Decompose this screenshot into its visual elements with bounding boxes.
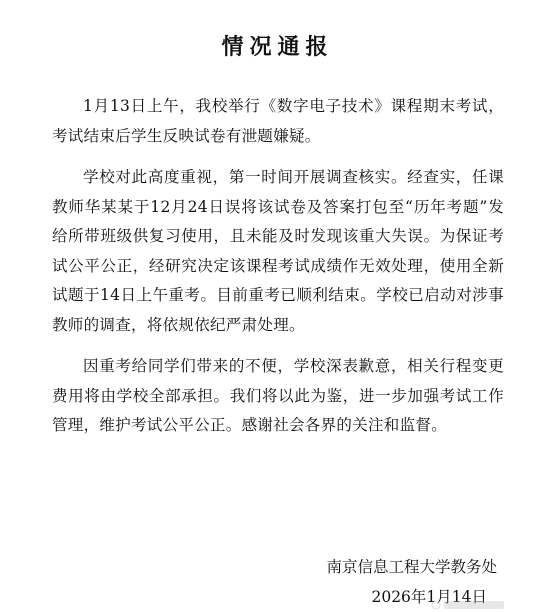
document-title: 情况通报 — [0, 30, 555, 61]
issue-date: 2026年1月14日 — [326, 583, 487, 612]
watermark-icon — [430, 598, 510, 609]
issuer-name: 南京信息工程大学教务处 — [326, 553, 497, 583]
paragraph-exam-incident: 1月13日上午，我校举行《数字电子技术》课程期末考试，考试结束后学生反映试卷有泄题嫌疑。 — [52, 92, 504, 151]
watermark-logo — [430, 596, 510, 609]
paragraph-apology: 因重考给同学们带来的不便，学校深表歉意，相关行程变更费用将由学校全部承担。我们将以此为鉴，进一步加强考试工作管理，维护考试公平公正。感谢社会各界的关注和监督。 — [52, 352, 504, 441]
document-body — [52, 92, 504, 453]
paragraph-investigation: 学校对此高度重视，第一时间开展调查核实。经查实，任课教师华某某于12月24日误将该试卷及答案打包至“历年考题”发给所带班级供复习使用，且未能及时发现该重大失误。为保证考试公平公正，经研究决定该课程考试成绩作无效处理，使用全新试题于14日上午重考。目前重考已顺利结束。学校已启动对涉事教师的调查，将依规依纪严肃处理。 — [52, 163, 504, 340]
